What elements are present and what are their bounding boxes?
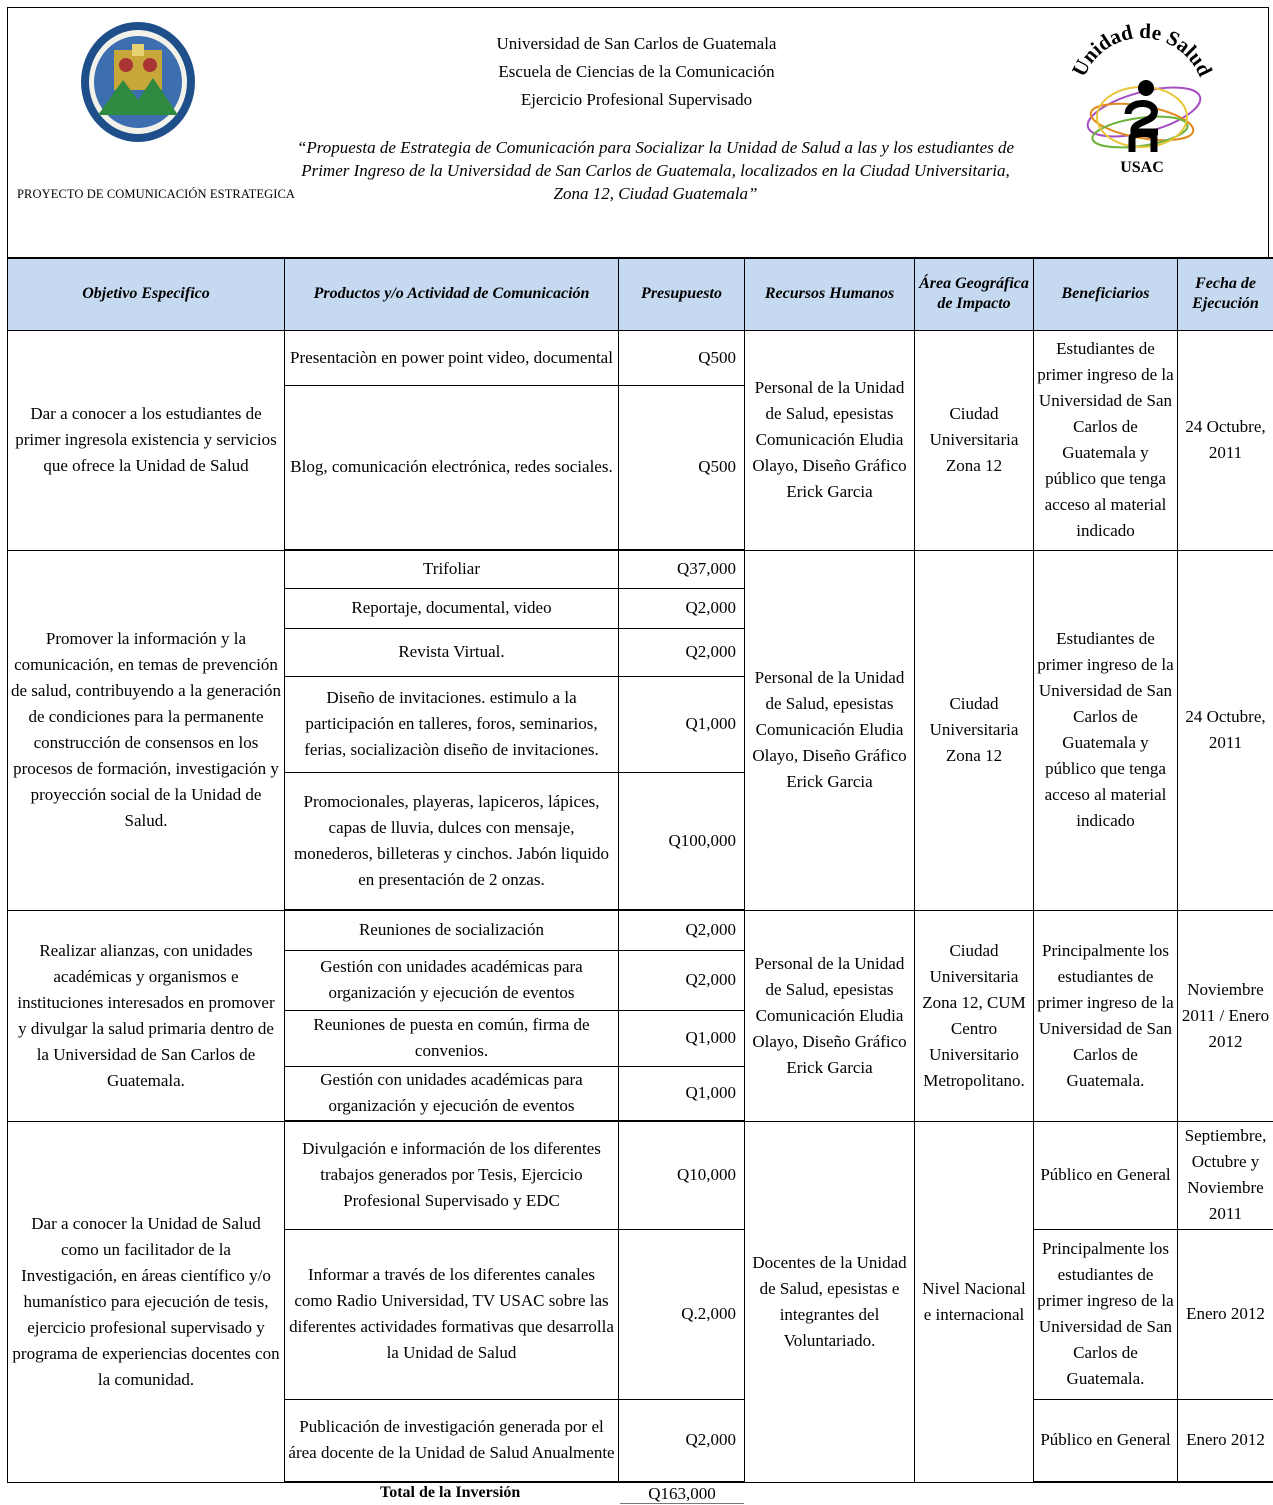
logo-name: USAC [1120, 159, 1164, 176]
beneficiaries-cell: Estudiantes de primer ingreso de la Universidad de San Carlos de Guatemala y público que tenga acceso al material indicado [1034, 330, 1178, 550]
product-cell: Informar a través de los diferentes canales como Radio Universidad, TV USAC sobre las diferentes actividades formativas que desarrolla la Unidad de Salud [285, 1229, 619, 1399]
human-resources-cell: Docentes de la Unidad de Salud, epesistas e integrantes del Voluntariado. [745, 1121, 915, 1482]
budget-cell: Q100,000 [619, 772, 745, 910]
budget-cell: Q2,000 [619, 628, 745, 676]
date-cell: 24 Octubre, 2011 [1178, 330, 1273, 550]
beneficiaries-cell: Público en General [1034, 1121, 1178, 1229]
budget-cell: Q37,000 [619, 550, 745, 588]
product-cell: Blog, comunicación electrónica, redes sociales. [285, 385, 619, 550]
column-header: Productos y/o Actividad de Comunicación [285, 258, 619, 330]
program-name: Ejercicio Profesional Supervisado [520, 90, 753, 109]
budget-cell: Q2,000 [619, 1399, 745, 1482]
date-cell: Noviembre 2011 / Enero 2012 [1178, 910, 1273, 1121]
svg-text:Unidad de Salud [1067, 22, 1218, 80]
date-cell: 24 Octubre, 2011 [1178, 550, 1273, 910]
strategy-table [7, 257, 1273, 1483]
school-name: Escuela de Ciencias de la Comunicación [498, 62, 775, 81]
human-resources-cell: Personal de la Unidad de Salud, epesistas Comunicación Eludia Olayo, Diseño Gráfico Erick Garcia [745, 550, 915, 910]
product-cell: Gestión con unidades académicas para organización y ejecución de eventos [285, 950, 619, 1010]
column-header: Presupuesto [619, 258, 745, 330]
product-cell: Revista Virtual. [285, 628, 619, 676]
product-cell: Promocionales, playeras, lapiceros, lápices, capas de lluvia, dulces con mensaje, monederos, billeteras y cinchos. Jabón liquido en presentación de 2 onzas. [285, 772, 619, 910]
product-cell: Reuniones de socialización [285, 910, 619, 950]
logo-arc-text: Unidad de Salud [1066, 22, 1218, 81]
budget-cell: Q1,000 [619, 676, 745, 772]
beneficiaries-cell: Público en General [1034, 1399, 1178, 1482]
budget-cell: Q2,000 [619, 588, 745, 628]
objective-cell: Dar a conocer la Unidad de Salud como un facilitador de la Investigación, en áreas científico y/o humanístico para ejecución de tesis, ejercicio profesional supervisado y programa de experiencias docentes con la comunidad. [8, 1121, 285, 1482]
area-cell: Nivel Nacional e internacional [915, 1121, 1034, 1482]
budget-cell: Q500 [619, 385, 745, 550]
product-cell: Diseño de invitaciones. estimulo a la participación en talleres, foros, seminarios, ferias, socializaciòn diseño de invitaciones. [285, 676, 619, 772]
institution-name: Universidad de San Carlos de Guatemala [496, 34, 777, 53]
human-resources-cell: Personal de la Unidad de Salud, epesistas Comunicación Eludia Olayo, Diseño Gráfico Erick Garcia [745, 330, 915, 550]
product-cell: Trifoliar [285, 550, 619, 588]
area-cell: Ciudad Universitaria Zona 12, CUM Centro Universitario Metropolitano. [915, 910, 1034, 1121]
total-value: Q163,000 [620, 1484, 744, 1504]
objective-cell: Promover la información y la comunicación, en temas de prevención de salud, contribuyendo a la generación de condiciones para la permanente construcción de consensos en los procesos de formación, investigación y proyección social de la Unidad de Salud. [8, 550, 285, 910]
budget-cell: Q2,000 [619, 910, 745, 950]
column-header: Área Geográfica de Impacto [915, 258, 1034, 330]
objective-cell: Realizar alianzas, con unidades académicas y organismos e instituciones interesados en promover y divulgar la salud primaria dentro de la Universidad de San Carlos de Guatemala. [8, 910, 285, 1121]
product-cell: Gestión con unidades académicas para organización y ejecución de eventos [285, 1066, 619, 1121]
proposal-title: “Propuesta de Estrategia de Comunicación para Socializar la Unidad de Salud a las y los estudiantes de Primer Ingreso de la Universidad de San Carlos de Guatemala, localizados en la Ciudad Universitaria, Zona 12, Ciudad Guatemala” [296, 138, 1015, 202]
product-cell: Publicación de investigación generada por el área docente de la Unidad de Salud Anualmente [285, 1399, 619, 1482]
budget-cell: Q1,000 [619, 1066, 745, 1121]
column-header: Objetivo Especifico [8, 258, 285, 330]
objective-cell: Dar a conocer a los estudiantes de primer ingresola existencia y servicios que ofrece la Unidad de Salud [8, 330, 285, 550]
product-cell: Reportaje, documental, video [285, 588, 619, 628]
date-cell: Enero 2012 [1178, 1229, 1273, 1399]
product-cell: Presentaciòn en power point video, documental [285, 330, 619, 385]
column-header: Fecha de Ejecución [1178, 258, 1273, 330]
beneficiaries-cell: Principalmente los estudiantes de primer ingreso de la Universidad de San Carlos de Guatemala. [1034, 1229, 1178, 1399]
area-cell: Ciudad Universitaria Zona 12 [915, 330, 1034, 550]
budget-cell: Q2,000 [619, 950, 745, 1010]
unidad-de-salud-logo-icon [1062, 22, 1222, 182]
column-header: Recursos Humanos [745, 258, 915, 330]
budget-cell: Q10,000 [619, 1121, 745, 1229]
beneficiaries-cell: Principalmente los estudiantes de primer ingreso de la Universidad de San Carlos de Guatemala. [1034, 910, 1178, 1121]
total-label: Total de la Inversión [380, 1484, 521, 1501]
column-header: Beneficiarios [1034, 258, 1178, 330]
product-cell: Divulgación e información de los diferentes trabajos generados por Tesis, Ejercicio Profesional Supervisado y EDC [285, 1121, 619, 1229]
product-cell: Reuniones de puesta en común, firma de convenios. [285, 1010, 619, 1066]
budget-cell: Q1,000 [619, 1010, 745, 1066]
project-label: PROYECTO DE COMUNICACIÓN ESTRATEGICA [17, 187, 296, 201]
area-cell: Ciudad Universitaria Zona 12 [915, 550, 1034, 910]
date-cell: Enero 2012 [1178, 1399, 1273, 1482]
budget-cell: Q.2,000 [619, 1229, 745, 1399]
date-cell: Septiembre, Octubre y Noviembre 2011 [1178, 1121, 1273, 1229]
beneficiaries-cell: Estudiantes de primer ingreso de la Universidad de San Carlos de Guatemala y público que tenga acceso al material indicado [1034, 550, 1178, 910]
budget-cell: Q500 [619, 330, 745, 385]
human-resources-cell: Personal de la Unidad de Salud, epesistas Comunicación Eludia Olayo, Diseño Gráfico Erick Garcia [745, 910, 915, 1121]
